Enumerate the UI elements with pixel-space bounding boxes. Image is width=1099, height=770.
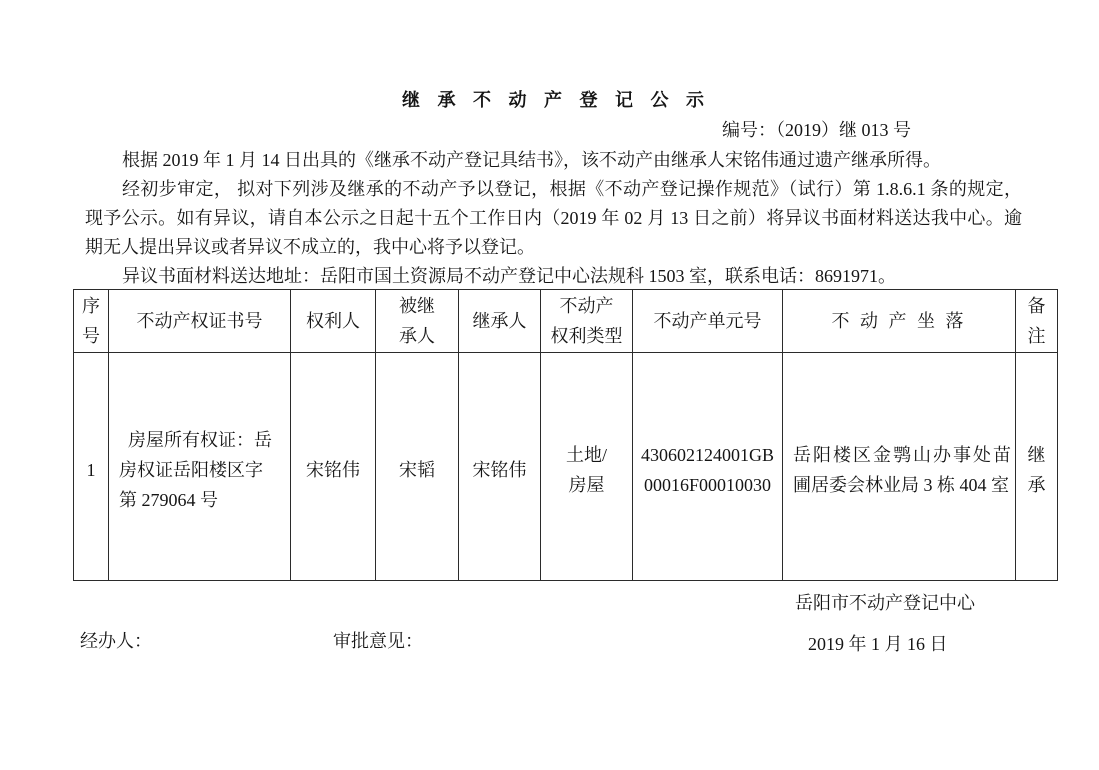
header-decedent [376, 290, 459, 353]
handler-label: 经办人： [80, 631, 152, 651]
table-head [74, 290, 1058, 353]
cell-line: 岳阳楼区金鹗山办事处苗 [793, 444, 1011, 465]
header-remark [1016, 290, 1058, 353]
header-line: 不动产权证书号 [136, 311, 263, 331]
header-line: 不 动 产 坐 落 [831, 311, 967, 331]
header-heir [459, 290, 541, 353]
cell-line: 宋铭伟 [472, 459, 527, 480]
paragraph-line: 异议书面材料送达地址：岳阳市国土资源局不动产登记中心法规科 1503 室，联系电话：8691971。 [122, 266, 896, 286]
cell-line: 房权证岳阳楼区字 [119, 459, 263, 480]
paragraph-address [85, 262, 1022, 291]
cell-location [783, 353, 1016, 581]
cell-line: 承 [1027, 474, 1046, 495]
cell-seq [74, 353, 109, 581]
cell-line: 00016F00010030 [643, 474, 771, 495]
cell-heir [459, 353, 541, 581]
cell-line: 继 [1027, 444, 1046, 465]
cell-decedent [376, 353, 459, 581]
location-text [793, 440, 1011, 500]
header-cert-number [109, 290, 291, 353]
table-body [74, 353, 1058, 581]
header-right-holder [291, 290, 376, 353]
cell-line: 土地/ [565, 444, 607, 465]
header-line: 承人 [399, 326, 435, 346]
cell-right-type [541, 353, 633, 581]
header-line: 不动产 [559, 296, 614, 316]
header-line: 权利人 [306, 311, 360, 331]
header-line: 不动产单元号 [653, 311, 762, 331]
header-line: 注 [1027, 326, 1046, 346]
table-header-row [74, 290, 1058, 353]
cell-line: 第 279064 号 [119, 489, 218, 510]
cell-line: 房屋 [568, 474, 605, 495]
table-row [74, 353, 1058, 581]
cell-cert-number [109, 353, 291, 581]
cell-line: 1 [86, 459, 96, 480]
approval-label: 审批意见： [333, 631, 423, 651]
cell-line: 宋铭伟 [306, 459, 360, 480]
header-line: 被继 [399, 296, 435, 316]
paragraph-line: 期无人提出异议或者异议不成立的，我中心将予以登记。 [85, 237, 535, 257]
notice-title: 继 承 不 动 产 登 记 公 示 [402, 90, 711, 110]
issue-date: 2019 年 1 月 16 日 [808, 634, 948, 654]
paragraph-objection-period [85, 175, 1022, 262]
header-line: 号 [82, 326, 100, 346]
header-unit-number [633, 290, 783, 353]
paragraph-basis [85, 146, 1022, 175]
paragraph-line: 根据 2019 年 1 月 14 日出具的《继承不动产登记具结书》，该不动产由继承人宋铭伟通过遗产继承所得。 [122, 150, 941, 170]
paragraph-line: 经初步审定， 拟对下列涉及继承的不动产予以登记，根据《不动产登记操作规范》（试行）第 1.8.6.1 条的规定， [122, 179, 1022, 199]
document-number: 编号：（2019）继 013 号 [722, 120, 911, 140]
issuing-organization: 岳阳市不动产登记中心 [795, 593, 975, 613]
header-location [783, 290, 1016, 353]
cell-unit-number [633, 353, 783, 581]
cell-line: 圃居委会林业局 3 栋 404 室 [793, 474, 1009, 495]
cell-right-holder [291, 353, 376, 581]
header-right-type [541, 290, 633, 353]
header-line: 继承人 [472, 311, 527, 331]
header-line: 权利类型 [550, 326, 623, 346]
registration-table [73, 289, 1058, 581]
paragraph-line: 现予公示。如有异议，请自本公示之日起十五个工作日内（2019 年 02 月 13 日之前）将异议书面材料送达我中心。逾 [85, 208, 1022, 228]
notice-body [85, 146, 1022, 291]
cell-line: 房屋所有权证：岳 [128, 429, 272, 450]
header-line: 备 [1027, 296, 1046, 316]
cell-remark [1016, 353, 1058, 581]
header-line: 序 [82, 296, 100, 316]
header-seq [74, 290, 109, 353]
cell-line: 430602124001GB [640, 444, 774, 465]
cell-line: 宋韬 [399, 459, 435, 480]
